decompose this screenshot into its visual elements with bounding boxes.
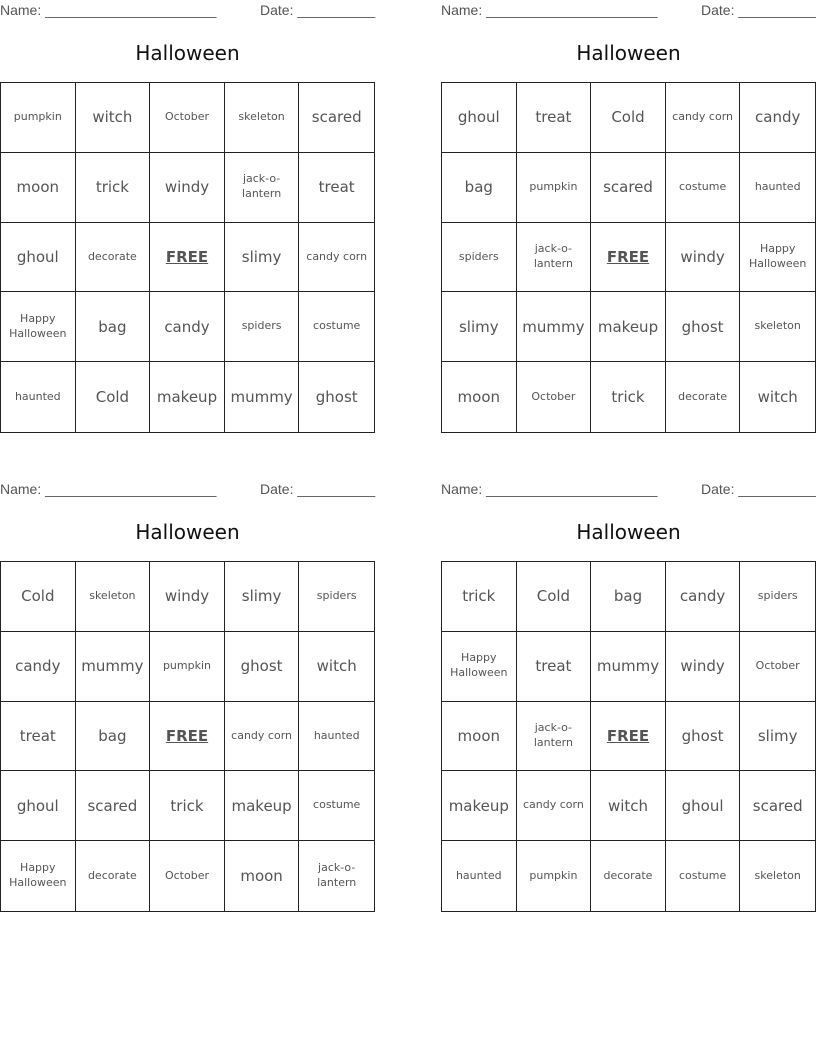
bingo-cell[interactable]: bag <box>591 562 666 632</box>
bingo-cell[interactable]: candy <box>1 632 76 702</box>
bingo-cell[interactable]: Cold <box>1 562 76 632</box>
bingo-cell[interactable]: candy <box>740 83 815 153</box>
bingo-cell[interactable]: haunted <box>442 841 517 911</box>
bingo-cell[interactable]: makeup <box>150 362 225 432</box>
bingo-cell[interactable]: slimy <box>225 223 300 293</box>
bingo-cell[interactable]: spiders <box>442 223 517 293</box>
bingo-cell[interactable]: haunted <box>299 702 374 772</box>
bingo-cell[interactable]: pumpkin <box>150 632 225 702</box>
free-space-cell[interactable]: FREE <box>150 702 225 772</box>
bingo-cell[interactable]: spiders <box>225 292 300 362</box>
bingo-cell[interactable]: makeup <box>442 771 517 841</box>
bingo-cell[interactable]: trick <box>150 771 225 841</box>
date-field[interactable]: Date: __________ <box>701 481 816 497</box>
bingo-cell[interactable]: haunted <box>1 362 76 432</box>
bingo-cell[interactable]: makeup <box>591 292 666 362</box>
bingo-cell[interactable]: jack-o-lantern <box>517 223 592 293</box>
bingo-cell[interactable]: slimy <box>442 292 517 362</box>
bingo-cell[interactable]: Happy Halloween <box>1 292 76 362</box>
date-field[interactable]: Date: __________ <box>701 2 816 18</box>
bingo-grid <box>0 82 375 433</box>
name-field[interactable]: Name: ______________________ <box>0 481 217 497</box>
bingo-cell[interactable]: windy <box>666 632 741 702</box>
bingo-cell[interactable]: trick <box>442 562 517 632</box>
bingo-cell[interactable]: Happy Halloween <box>740 223 815 293</box>
bingo-cell[interactable]: pumpkin <box>517 841 592 911</box>
bingo-cell[interactable]: moon <box>225 841 300 911</box>
bingo-cell[interactable]: scared <box>591 153 666 223</box>
bingo-cell[interactable]: candy corn <box>517 771 592 841</box>
bingo-cell[interactable]: October <box>150 841 225 911</box>
free-space-cell[interactable]: FREE <box>150 223 225 293</box>
bingo-cell[interactable]: bag <box>76 292 151 362</box>
bingo-cell[interactable]: moon <box>442 362 517 432</box>
bingo-cell[interactable]: candy corn <box>666 83 741 153</box>
card-title: Halloween <box>576 41 681 65</box>
free-space-cell[interactable]: FREE <box>591 223 666 293</box>
bingo-cell[interactable]: trick <box>76 153 151 223</box>
bingo-cell[interactable]: Cold <box>76 362 151 432</box>
bingo-cell[interactable]: windy <box>150 562 225 632</box>
bingo-cell[interactable]: moon <box>442 702 517 772</box>
card-header <box>441 481 816 499</box>
bingo-cell[interactable]: jack-o-lantern <box>317 861 357 890</box>
bingo-cell[interactable]: mummy <box>591 632 666 702</box>
name-field[interactable]: Name: ______________________ <box>441 481 658 497</box>
bingo-cell[interactable]: decorate <box>591 841 666 911</box>
bingo-cell[interactable]: witch <box>299 632 374 702</box>
bingo-cell[interactable]: haunted <box>740 153 815 223</box>
date-field[interactable]: Date: __________ <box>260 481 376 497</box>
bingo-cell[interactable]: costume <box>666 153 741 223</box>
bingo-card-3 <box>0 479 375 910</box>
bingo-cell[interactable]: ghost <box>315 387 358 406</box>
bingo-cell[interactable]: jack-o-lantern <box>225 153 300 223</box>
bingo-cell[interactable]: scared <box>740 771 815 841</box>
name-field[interactable]: Name: ______________________ <box>441 2 658 18</box>
bingo-cell[interactable]: candy corn <box>299 223 374 293</box>
bingo-grid <box>441 82 816 433</box>
bingo-cell[interactable]: ghost <box>666 702 741 772</box>
bingo-cell[interactable]: candy corn <box>225 702 300 772</box>
bingo-cell[interactable]: candy <box>666 562 741 632</box>
bingo-cell[interactable]: decorate <box>76 841 151 911</box>
bingo-cell[interactable]: bag <box>76 702 151 772</box>
bingo-cell[interactable]: costume <box>299 292 374 362</box>
bingo-cell[interactable]: Happy Halloween <box>442 632 517 702</box>
bingo-cell[interactable]: skeleton <box>225 83 300 153</box>
bingo-cell[interactable]: October <box>517 362 592 432</box>
bingo-cell[interactable]: ghoul <box>442 83 517 153</box>
card-header <box>0 2 375 20</box>
bingo-cell[interactable]: treat <box>517 632 592 702</box>
bingo-cell[interactable]: decorate <box>666 362 741 432</box>
bingo-card-2 <box>441 0 816 431</box>
bingo-cell[interactable]: decorate <box>76 223 151 293</box>
bingo-cell[interactable]: slimy <box>225 562 300 632</box>
free-space-cell[interactable]: FREE <box>591 702 666 772</box>
bingo-cell[interactable]: scared <box>299 83 374 153</box>
bingo-cell[interactable]: treat <box>517 83 592 153</box>
bingo-cell[interactable]: pumpkin <box>1 83 76 153</box>
bingo-grid <box>441 561 816 912</box>
bingo-cell[interactable]: pumpkin <box>517 153 592 223</box>
bingo-card-1 <box>0 0 375 431</box>
bingo-cell[interactable]: Cold <box>517 562 592 632</box>
bingo-cell[interactable]: mummy <box>76 632 151 702</box>
bingo-cell[interactable]: Happy Halloween <box>1 841 76 911</box>
bingo-cell[interactable]: spiders <box>299 562 374 632</box>
card-title: Halloween <box>135 520 240 544</box>
bingo-cell[interactable]: slimy <box>740 702 815 772</box>
name-field[interactable]: Name: ______________________ <box>0 2 217 18</box>
bingo-cell[interactable]: candy <box>150 292 225 362</box>
bingo-cell[interactable]: ghoul <box>1 223 76 293</box>
bingo-cell[interactable]: scared <box>76 771 151 841</box>
bingo-cell[interactable]: treat <box>299 153 374 223</box>
bingo-cell[interactable]: skeleton <box>754 868 801 882</box>
bingo-cell[interactable]: bag <box>442 153 517 223</box>
bingo-cell[interactable]: spiders <box>740 562 815 632</box>
bingo-cell[interactable]: jack-o-lantern <box>517 702 592 772</box>
card-header <box>0 481 375 499</box>
bingo-cell[interactable]: costume <box>299 771 374 841</box>
bingo-cell[interactable]: Cold <box>591 83 666 153</box>
bingo-cell[interactable]: windy <box>150 153 225 223</box>
bingo-card-4 <box>441 479 816 910</box>
bingo-grid <box>0 561 375 912</box>
bingo-cell[interactable]: October <box>150 83 225 153</box>
card-title: Halloween <box>576 520 681 544</box>
card-title: Halloween <box>135 41 240 65</box>
bingo-cell[interactable]: October <box>740 632 815 702</box>
bingo-cell[interactable]: costume <box>666 841 741 911</box>
bingo-cell[interactable]: skeleton <box>740 292 815 362</box>
bingo-cell[interactable]: witch <box>757 387 798 406</box>
bingo-cell[interactable]: makeup <box>225 771 300 841</box>
bingo-cell[interactable]: ghoul <box>666 771 741 841</box>
bingo-cell[interactable]: mummy <box>517 292 592 362</box>
bingo-cell[interactable]: skeleton <box>76 562 151 632</box>
bingo-cell[interactable]: witch <box>76 83 151 153</box>
bingo-cell[interactable]: treat <box>1 702 76 772</box>
bingo-cell[interactable]: mummy <box>225 362 300 432</box>
date-field[interactable]: Date: __________ <box>260 2 376 18</box>
bingo-cell[interactable]: windy <box>666 223 741 293</box>
bingo-cell[interactable]: ghost <box>666 292 741 362</box>
bingo-cell[interactable]: ghoul <box>1 771 76 841</box>
card-header <box>441 2 816 20</box>
bingo-cell[interactable]: moon <box>1 153 76 223</box>
bingo-cell[interactable]: trick <box>591 362 666 432</box>
bingo-cell[interactable]: ghost <box>225 632 300 702</box>
bingo-cell[interactable]: witch <box>591 771 666 841</box>
